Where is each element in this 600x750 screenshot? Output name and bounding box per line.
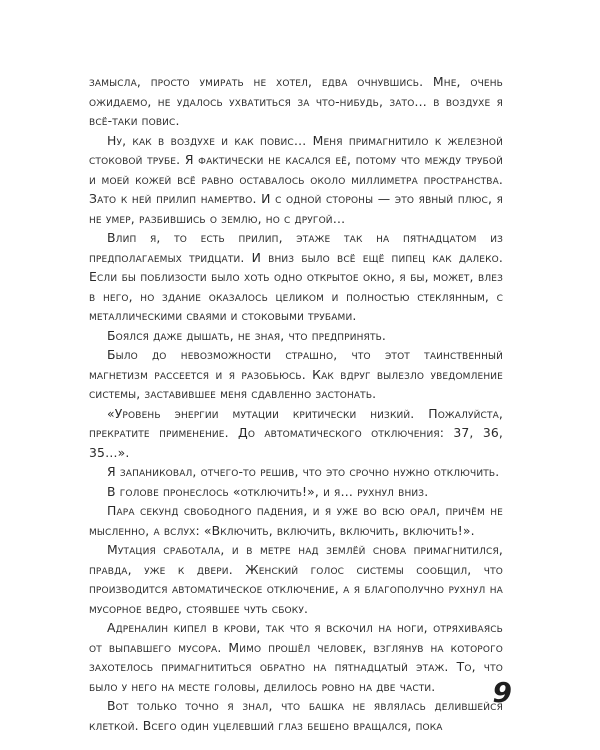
paragraph: «Уровень энергии мутации критически низкий. Пожалуйста, прекратите применение. До автоматического отключения: 37, 36, 35…». — [89, 405, 503, 460]
paragraph: Адреналин кипел в крови, так что я вскочил на ноги, отряхиваясь от выпавшего мусора. Мимо прошёл человек, взглянув на которого захотелось примагнититься обратно на пятнадцатый этаж. То, что было у него на месте головы, делилось ровно на две части. — [89, 620, 503, 694]
paragraph: Боялся даже дышать, не зная, что предпринять. — [107, 327, 387, 343]
paragraph: Вот только точно я знал, что башка не являлась делившейся клеткой. Всего один уцелевший глаз бешено вращался, пока — [89, 698, 503, 733]
paragraph: Ну, как в воздухе и как повис… Меня примагнитило к железной стоковой трубе. Я фактически не касался её, потому что между трубой и моей кожей всё равно оставалось около миллиметра пространства. Зато к ней прилип намертво. И с одной стороны — это явный плюс, я не умер, разбившись о землю, но с другой… — [89, 132, 503, 226]
paragraph: Пара секунд свободного падения, и я уже во всю орал, причём не мысленно, а вслух: «Включить, включить, включить, включить!». — [89, 503, 503, 538]
page-number: 9 — [492, 676, 512, 709]
paragraph: Было до невозможности страшно, что этот таинственный магнетизм рассеется и я разобьюсь. Как вдруг вылезло уведомление системы, заставившее меня сдавленно застонать. — [89, 347, 503, 401]
page-text — [89, 72, 503, 735]
paragraph: Влип я, то есть прилип, этаже так на пятнадцатом из предполагаемых тридцати. И вниз было всё ещё пипец как далеко. Если бы поблизости было хоть одно открытое окно, я бы, может, влез в него, но здание оказалось целиком и полностью стеклянным, с металлическими сваями и стоковыми трубами. — [89, 230, 503, 323]
paragraph: В голове пронеслось «отключить!», и я… рухнул вниз. — [107, 483, 429, 499]
paragraph: Мутация сработала, и в метре над землёй снова примагнитился, правда, уже к двери. Женский голос системы сообщил, что производится автоматическое отключение, а я благополучно рухнул на мусорное ведро, стоявшее чуть сбоку. — [89, 542, 503, 616]
paragraph: замысла, просто умирать не хотел, едва очнувшись. Мне, очень ожидаемо, не удалось ухватиться за что-нибудь, зато… в воздухе я всё-таки повис. — [89, 74, 503, 128]
paragraph: Я запаниковал, отчего-то решив, что это срочно нужно отключить. — [107, 464, 500, 479]
